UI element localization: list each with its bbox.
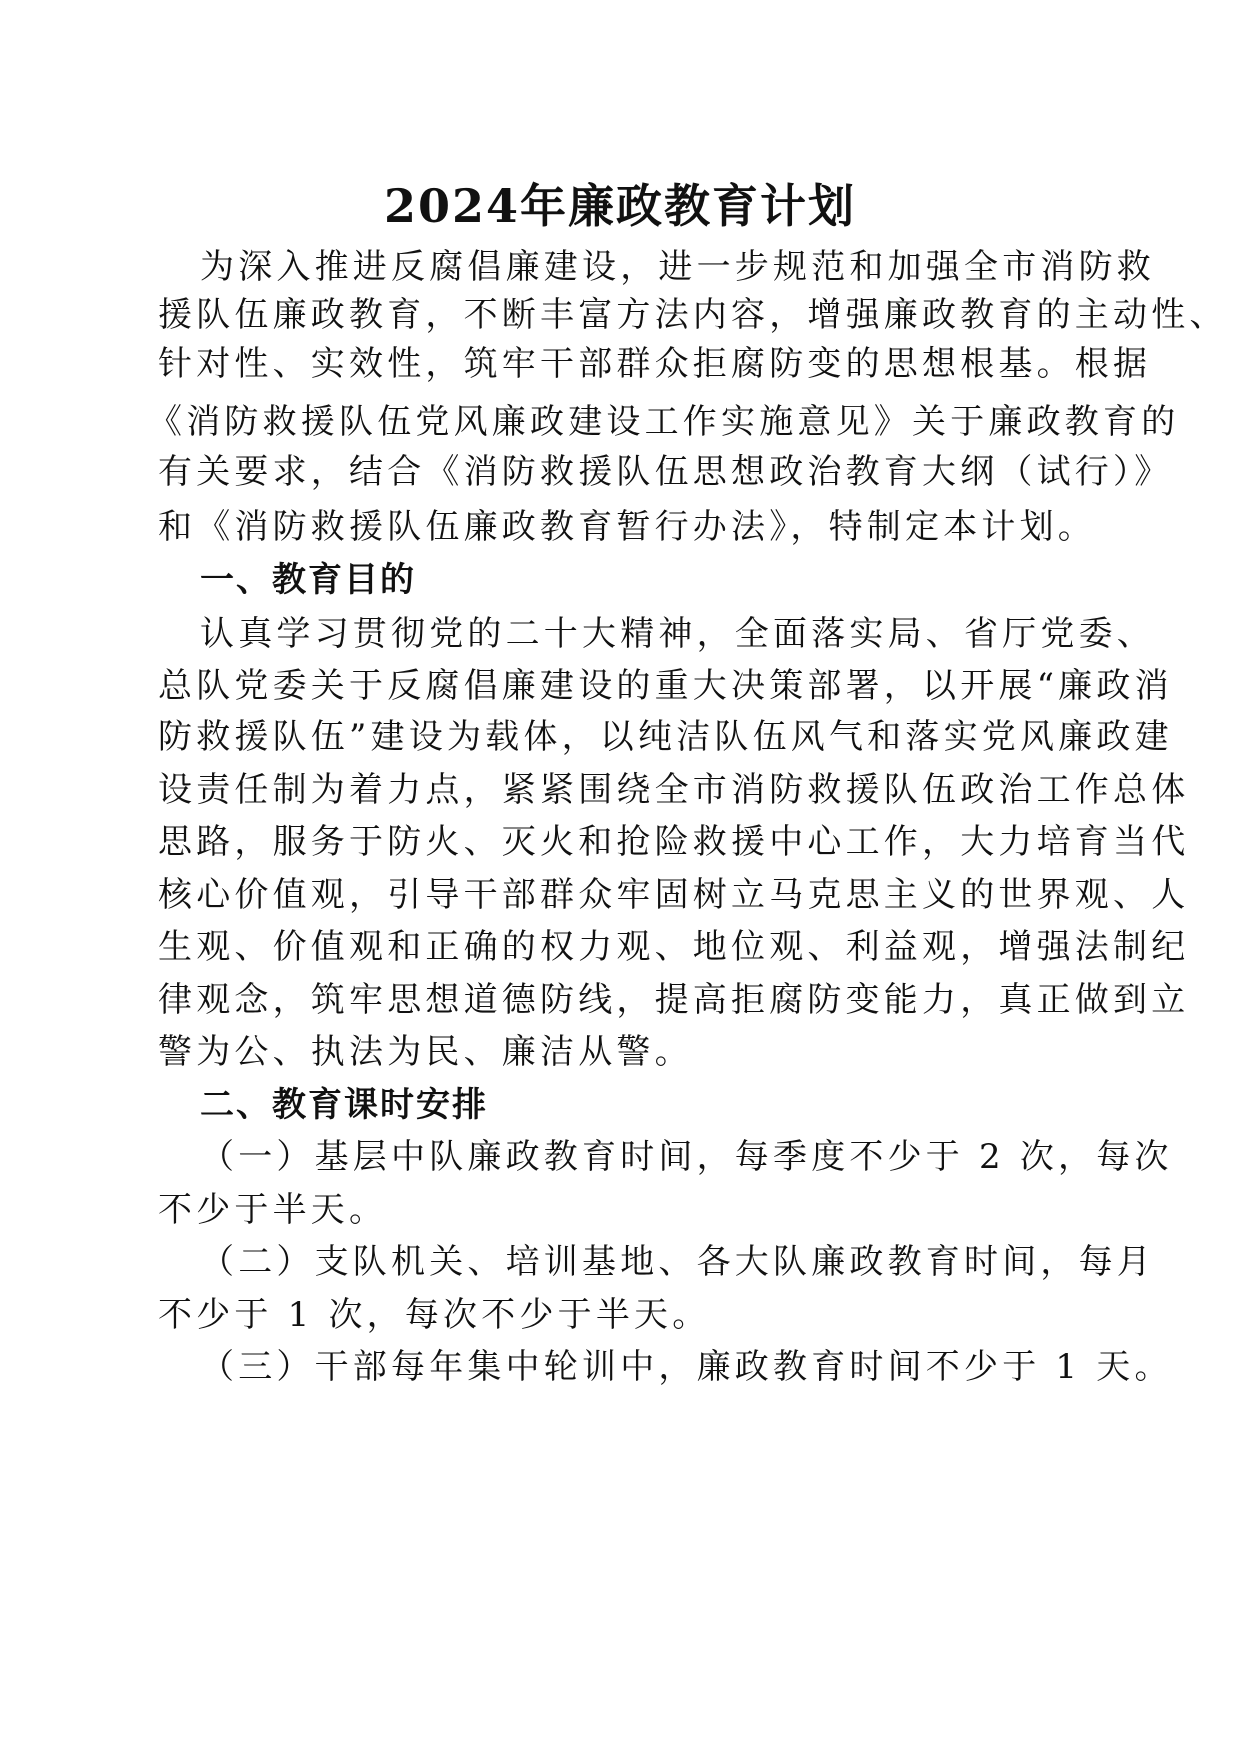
intro-line: 援队伍廉政教育，不断丰富方法内容，增强廉政教育的主动性、: [158, 295, 1228, 335]
section-line: 生观、价值观和正确的权力观、地位观、利益观，增强法制纪: [158, 927, 1190, 967]
intro-line: 《消防救援队伍党风廉政建设工作实施意见》关于廉政教育的: [148, 402, 1180, 442]
section-heading-purpose: 一、教育目的: [200, 560, 416, 600]
section-line: 设责任制为着力点，紧紧围绕全市消防救援队伍政治工作总体: [158, 770, 1190, 810]
intro-line: 有关要求，结合《消防救援队伍思想政治教育大纲（试行）》: [158, 452, 1173, 492]
intro-line: 针对性、实效性，筑牢干部群众拒腐防变的思想根基。根据: [158, 344, 1152, 384]
section-line: 总队党委关于反腐倡廉建设的重大决策部署，以开展“廉政消: [158, 666, 1173, 706]
document-title: 2024年廉政教育计划: [383, 179, 857, 233]
schedule-line: （一）基层中队廉政教育时间，每季度不少于 2 次，每次: [200, 1137, 1173, 1177]
section-line: 防救援队伍”建设为载体，以纯洁队伍风气和落实党风廉政建: [158, 717, 1173, 757]
section-line: 核心价值观，引导干部群众牢固树立马克思主义的世界观、人: [158, 875, 1190, 915]
schedule-line: 不少于 1 次，每次不少于半天。: [158, 1295, 711, 1335]
schedule-line: （二）支队机关、培训基地、各大队廉政教育时间，每月: [200, 1242, 1155, 1282]
intro-line: 为深入推进反腐倡廉建设，进一步规范和加强全市消防救: [200, 247, 1155, 287]
section-line: 警为公、执法为民、廉洁从警。: [158, 1032, 693, 1072]
schedule-line: （三）干部每年集中轮训中，廉政教育时间不少于 1 天。: [200, 1347, 1173, 1387]
section-line: 律观念，筑牢思想道德防线，提高拒腐防变能力，真正做到立: [158, 980, 1190, 1020]
schedule-line: 不少于半天。: [158, 1190, 388, 1230]
section-line: 认真学习贯彻党的二十大精神，全面落实局、省厅党委、: [200, 614, 1155, 654]
section-line: 思路，服务于防火、灭火和抢险救援中心工作，大力培育当代: [158, 822, 1190, 862]
section-heading-schedule: 二、教育课时安排: [200, 1085, 488, 1125]
intro-line: 和《消防救援队伍廉政教育暂行办法》，特制定本计划。: [158, 507, 1096, 547]
